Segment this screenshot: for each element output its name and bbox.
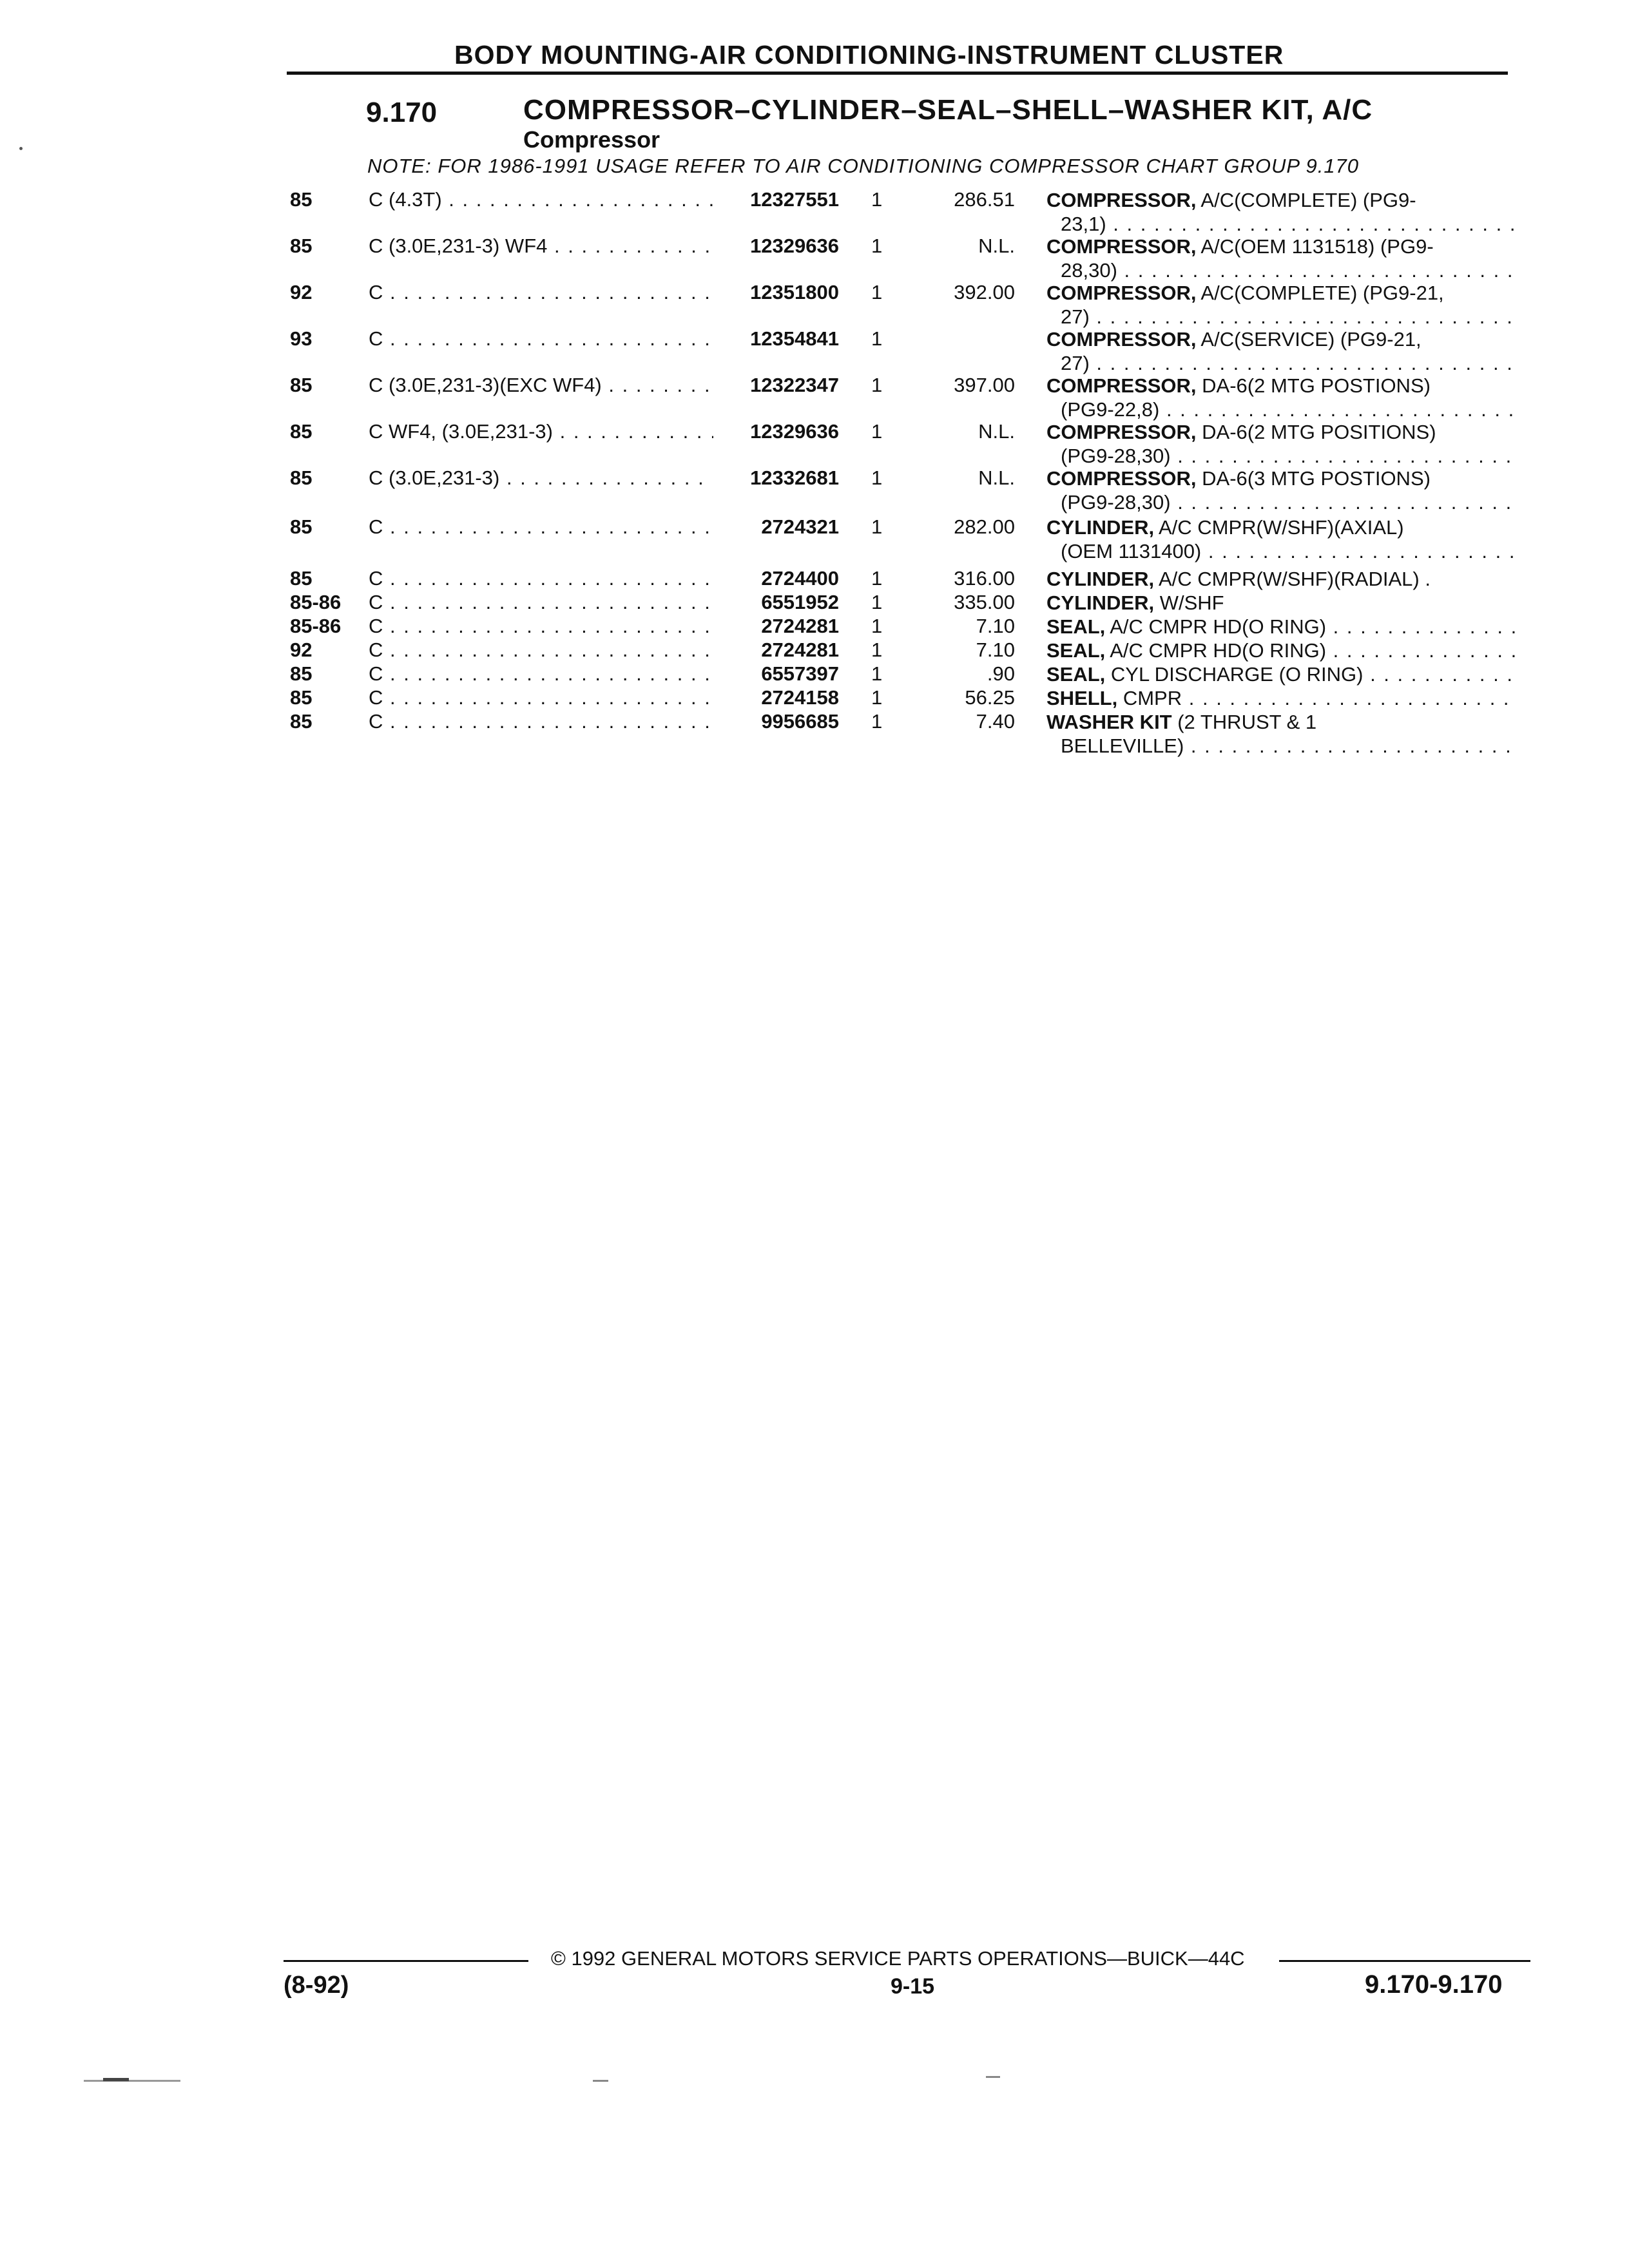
section-subtitle: Compressor: [523, 126, 660, 153]
row-item-name: COMPRESSOR,: [1046, 282, 1197, 304]
part-row: [0, 235, 1629, 282]
row-quantity: 1: [871, 686, 883, 709]
row-year: 85: [290, 686, 313, 709]
row-description: [1046, 615, 1517, 639]
row-item-name: COMPRESSOR,: [1046, 235, 1197, 258]
row-item-continuation: 23,1) . . .: [1046, 212, 1517, 236]
scan-smudge: [103, 2078, 129, 2081]
row-quantity: 1: [871, 374, 883, 396]
row-part-number: 12332681: [750, 466, 839, 489]
row-item-detail: A/C CMPR(W/SHF)(AXIAL): [1154, 516, 1404, 539]
row-item-continuation: 27) . . .: [1046, 305, 1517, 329]
row-item-name: COMPRESSOR,: [1046, 328, 1197, 351]
row-item-name: COMPRESSOR,: [1046, 189, 1197, 211]
row-quantity: 1: [871, 710, 883, 733]
row-item-name: CYLINDER,: [1046, 591, 1155, 614]
row-item-detail: A/C(COMPLETE) (PG9-21,: [1196, 282, 1444, 304]
row-part-number: 2724281: [761, 639, 839, 661]
part-row: [0, 327, 1629, 375]
row-description: [1046, 686, 1517, 710]
row-part-number: 12351800: [750, 281, 839, 303]
row-part-number: 12354841: [750, 327, 839, 350]
row-price: 316.00: [954, 567, 1015, 590]
row-quantity: 1: [871, 235, 883, 257]
part-row: [0, 466, 1629, 514]
row-usage: C . . .: [369, 639, 713, 662]
row-price: 7.10: [976, 639, 1015, 661]
row-item-detail: A/C CMPR HD(O RING): [1105, 639, 1327, 662]
row-quantity: 1: [871, 591, 883, 613]
row-price: .90: [987, 662, 1015, 685]
row-item-continuation: (PG9-22,8) . . .: [1046, 398, 1517, 421]
row-item-continuation: 27) . . .: [1046, 351, 1517, 375]
row-item-continuation: BELLEVILLE) . . .: [1046, 734, 1517, 758]
row-quantity: 1: [871, 515, 883, 538]
row-quantity: 1: [871, 420, 883, 443]
row-usage: C (3.0E,231-3) WF4 . . .: [369, 235, 713, 258]
row-part-number: 12322347: [750, 374, 839, 396]
row-quantity: 1: [871, 615, 883, 637]
row-part-number: 2724281: [761, 615, 839, 637]
row-price: N.L.: [978, 235, 1015, 257]
row-part-number: 2724158: [761, 686, 839, 709]
row-price: 397.00: [954, 374, 1015, 396]
row-usage: C . . .: [369, 281, 713, 304]
footer-date-code: (8-92): [284, 1972, 349, 1999]
scan-smudge: [986, 2076, 1000, 2078]
row-part-number: 12327551: [750, 188, 839, 211]
row-item-name: SHELL,: [1046, 687, 1118, 709]
row-item-name: CYLINDER,: [1046, 568, 1155, 590]
row-item-detail: A/C CMPR(W/SHF)(RADIAL): [1154, 568, 1420, 590]
row-description: [1046, 466, 1517, 514]
part-row: [0, 281, 1629, 329]
row-price: 335.00: [954, 591, 1015, 613]
row-item-name: WASHER KIT: [1046, 711, 1172, 733]
header-rule: [287, 72, 1508, 75]
row-usage: C . . .: [369, 567, 713, 590]
row-quantity: 1: [871, 466, 883, 489]
row-year: 85: [290, 466, 313, 489]
row-usage: C . . .: [369, 515, 713, 539]
row-description: [1046, 710, 1517, 758]
row-usage: C . . .: [369, 615, 713, 638]
part-row: [0, 188, 1629, 236]
section-number: 9.170: [366, 97, 438, 128]
row-description: [1046, 235, 1517, 282]
row-year: 85: [290, 374, 313, 396]
part-row: [0, 615, 1629, 639]
row-quantity: 1: [871, 662, 883, 685]
part-row: [0, 686, 1629, 710]
section-title: COMPRESSOR–CYLINDER–SEAL–SHELL–WASHER KIT, A/C: [523, 94, 1373, 126]
row-description: [1046, 591, 1517, 615]
row-part-number: 6557397: [761, 662, 839, 685]
row-description: [1046, 327, 1517, 375]
footer-rule-right: [1279, 1960, 1530, 1962]
row-year: 85: [290, 235, 313, 257]
row-item-detail: W/SHF: [1154, 591, 1224, 614]
row-part-number: 12329636: [750, 420, 839, 443]
row-item-name: COMPRESSOR,: [1046, 374, 1197, 397]
row-item-continuation: (OEM 1131400) . . .: [1046, 539, 1517, 563]
row-item-detail: CYL DISCHARGE (O RING): [1105, 663, 1364, 686]
row-year: 85-86: [290, 591, 342, 613]
part-row: [0, 515, 1629, 563]
row-description: [1046, 281, 1517, 329]
row-item-detail: A/C(SERVICE) (PG9-21,: [1196, 328, 1422, 351]
row-item-detail: CMPR: [1117, 687, 1182, 709]
scan-smudge: [84, 2080, 180, 2082]
row-price: 286.51: [954, 188, 1015, 211]
row-year: 85: [290, 662, 313, 685]
row-quantity: 1: [871, 327, 883, 350]
row-item-name: SEAL,: [1046, 663, 1106, 686]
footer-section-range: 9.170-9.170: [1365, 1970, 1503, 1999]
row-description: [1046, 639, 1517, 662]
row-usage: C . . .: [369, 710, 713, 733]
row-usage: C WF4, (3.0E,231-3) . . .: [369, 420, 713, 443]
section-note: NOTE: FOR 1986-1991 USAGE REFER TO AIR CONDITIONING COMPRESSOR CHART GROUP 9.170: [367, 155, 1360, 177]
row-item-detail: DA-6(3 MTG POSTIONS): [1196, 467, 1431, 490]
row-price: 282.00: [954, 515, 1015, 538]
row-year: 93: [290, 327, 313, 350]
row-year: 85: [290, 710, 313, 733]
row-year: 92: [290, 281, 313, 303]
row-part-number: 2724400: [761, 567, 839, 590]
row-year: 85: [290, 420, 313, 443]
row-item-detail: DA-6(2 MTG POSTIONS): [1196, 374, 1431, 397]
part-row: [0, 662, 1629, 686]
row-item-continuation: (PG9-28,30) . . .: [1046, 490, 1517, 514]
page-header-title: BODY MOUNTING-AIR CONDITIONING-INSTRUMENT CLUSTER: [454, 40, 1284, 70]
row-part-number: 6551952: [761, 591, 839, 613]
row-quantity: 1: [871, 281, 883, 303]
row-item-detail: DA-6(2 MTG POSITIONS): [1196, 421, 1436, 443]
row-description: [1046, 374, 1517, 421]
row-year: 85: [290, 515, 313, 538]
part-row: [0, 591, 1629, 615]
row-item-detail: (2 THRUST & 1: [1171, 711, 1317, 733]
row-price: 56.25: [965, 686, 1015, 709]
row-item-name: SEAL,: [1046, 615, 1106, 638]
row-item-detail: A/C(OEM 1131518) (PG9-: [1196, 235, 1434, 258]
row-price: N.L.: [978, 420, 1015, 443]
row-quantity: 1: [871, 567, 883, 590]
row-year: 85-86: [290, 615, 342, 637]
footer-rule-left: [284, 1960, 528, 1962]
row-year: 85: [290, 567, 313, 590]
row-part-number: 9956685: [761, 710, 839, 733]
row-price: 7.40: [976, 710, 1015, 733]
row-item-name: COMPRESSOR,: [1046, 467, 1197, 490]
row-quantity: 1: [871, 188, 883, 211]
row-description: [1046, 662, 1517, 686]
row-usage: C . . .: [369, 686, 713, 709]
row-usage: C (3.0E,231-3)(EXC WF4) . . .: [369, 374, 713, 397]
footer-copyright: © 1992 GENERAL MOTORS SERVICE PARTS OPERATIONS—BUICK—44C: [551, 1947, 1245, 1970]
row-price: 7.10: [976, 615, 1015, 637]
row-usage: C . . .: [369, 591, 713, 614]
part-row: [0, 567, 1629, 591]
row-usage: C (3.0E,231-3) . . .: [369, 466, 713, 490]
part-row: [0, 420, 1629, 468]
row-item-name: CYLINDER,: [1046, 516, 1155, 539]
scan-speck: [19, 147, 23, 150]
row-description: [1046, 188, 1517, 236]
row-item-continuation: 28,30) . . .: [1046, 258, 1517, 282]
row-part-number: 2724321: [761, 515, 839, 538]
row-year: 85: [290, 188, 313, 211]
row-quantity: 1: [871, 639, 883, 661]
row-description: [1046, 420, 1517, 468]
row-item-detail: A/C CMPR HD(O RING): [1105, 615, 1327, 638]
row-part-number: 12329636: [750, 235, 839, 257]
part-row: [0, 374, 1629, 421]
row-item-name: COMPRESSOR,: [1046, 421, 1197, 443]
row-price: N.L.: [978, 466, 1015, 489]
row-description: CYLINDER, A/C CMPR(W/SHF)(RADIAL) .: [1046, 568, 1431, 590]
row-price: 392.00: [954, 281, 1015, 303]
scan-smudge: [593, 2080, 608, 2082]
footer-page-number: 9-15: [891, 1974, 935, 1999]
row-usage: C . . .: [369, 662, 713, 686]
row-usage: C (4.3T) . . .: [369, 188, 713, 211]
row-item-name: SEAL,: [1046, 639, 1106, 662]
row-item-detail: A/C(COMPLETE) (PG9-: [1196, 189, 1416, 211]
part-row: [0, 639, 1629, 662]
row-item-continuation: (PG9-28,30) . . .: [1046, 444, 1517, 468]
part-row: [0, 710, 1629, 758]
row-year: 92: [290, 639, 313, 661]
row-usage: C . . .: [369, 327, 713, 351]
row-description: [1046, 515, 1517, 563]
